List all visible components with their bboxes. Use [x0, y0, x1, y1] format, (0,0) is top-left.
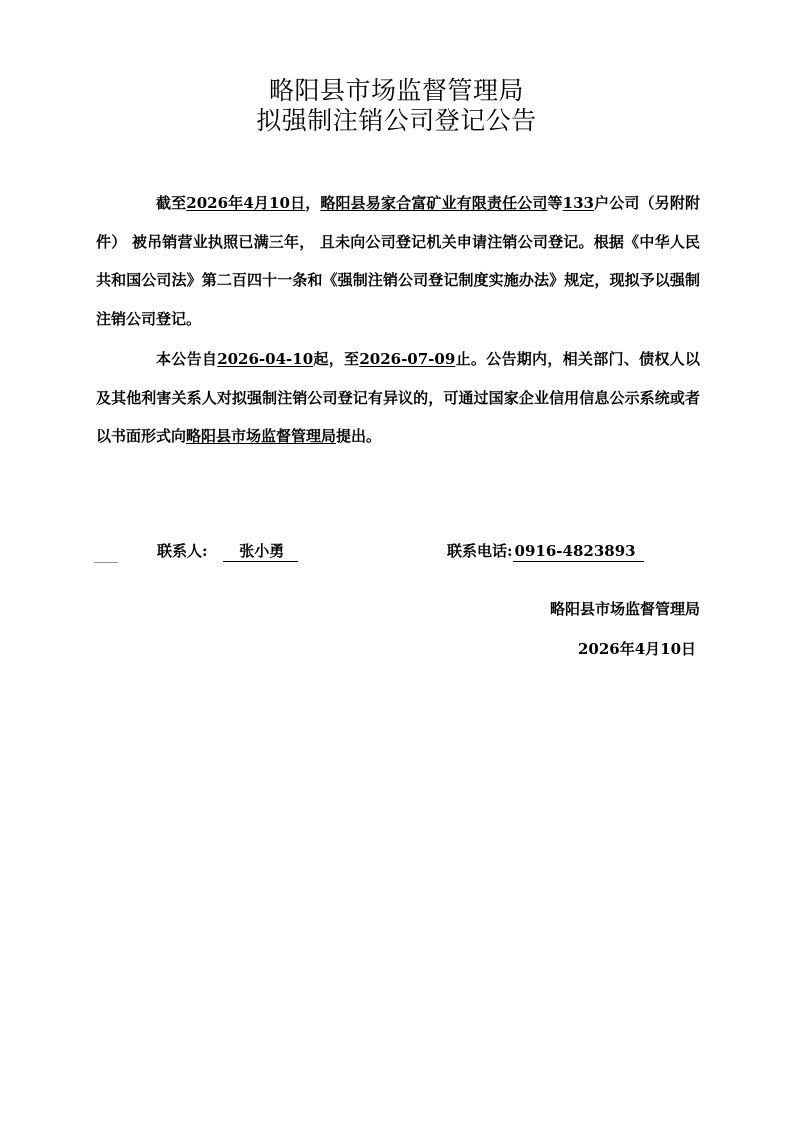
company-name: 略阳县易家合富矿业有限责任公司: [320, 194, 548, 212]
authority-name: 略阳县市场监督管理局: [186, 427, 337, 445]
notice-paragraph-1: [96, 184, 700, 338]
divider-line: [94, 562, 118, 563]
p1-text-4: 户公司（另附附件） 被吊销营业执照已满三年， 且未向公司登记机关申请注销公司登记。根据《中华人民共和国公司法》第二百四十一条和《强制注销公司登记制度实施办法》规定，现拟予以强制注销公司登记。: [96, 194, 700, 328]
contact-person: [157, 540, 298, 562]
notice-start-date: 2026-04-10: [217, 350, 314, 368]
contact-phone-number: 0916-4823893: [513, 542, 644, 562]
contact-person-label: 联系人:: [157, 542, 208, 560]
p1-text-3: 等: [547, 194, 563, 212]
p2-text-1: 本公告自: [156, 350, 218, 368]
notice-title-line-2: 拟强制注销公司登记公告: [256, 106, 537, 135]
notice-paragraph-2: [96, 340, 700, 456]
signature-date: 2026年4月10日: [578, 640, 697, 658]
contact-person-name: 张小勇: [223, 542, 298, 562]
cutoff-date: 2026年4月10日: [186, 194, 306, 212]
p2-text-4: 提出。: [336, 427, 382, 445]
company-count: 133: [562, 194, 594, 212]
contact-phone: [447, 540, 644, 562]
notice-title-line-1: 略阳县市场监督管理局: [268, 76, 524, 105]
p2-text-2: 起，至: [313, 350, 360, 368]
p1-text-1: 截至: [156, 194, 187, 212]
notice-end-date: 2026-07-09: [359, 350, 456, 368]
p2-text-3: 止。公告期内，相关部门、债权人以及其他利害关系人对拟强制注销公司登记有异议的，可通过国家企业信用信息公示系统或者以书面形式向: [96, 350, 700, 445]
contact-phone-label: 联系电话:: [447, 542, 513, 560]
signature-organization: 略阳县市场监督管理局: [549, 600, 700, 618]
p1-text-2: ，: [305, 194, 321, 212]
